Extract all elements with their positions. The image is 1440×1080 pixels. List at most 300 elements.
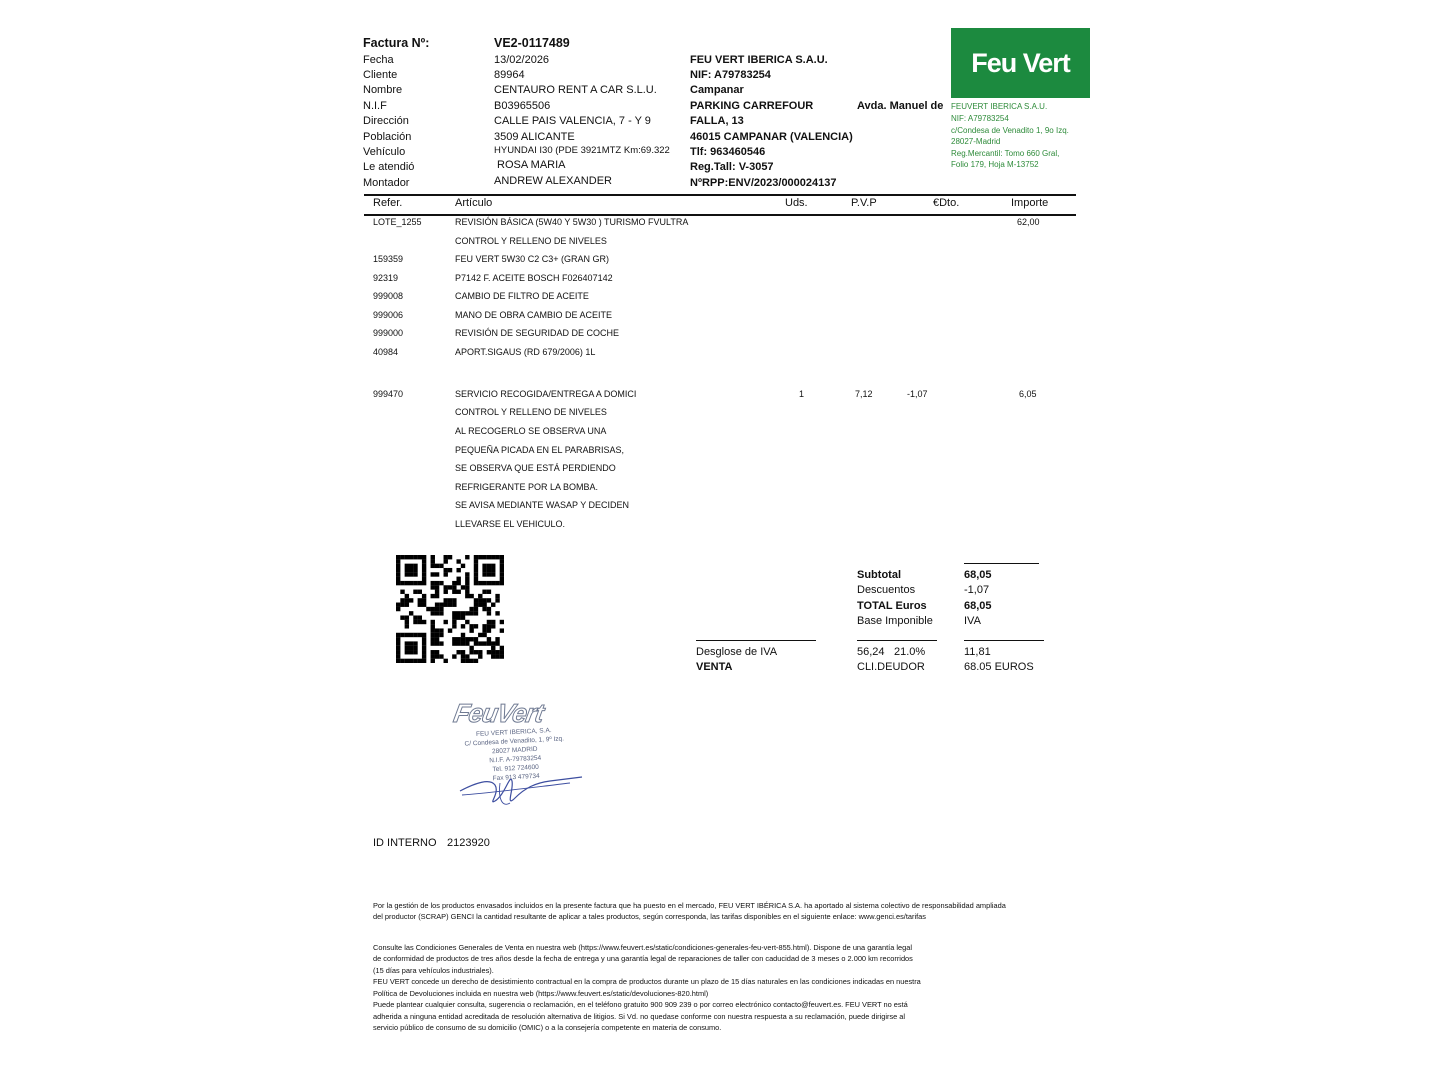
qr-module: [422, 603, 426, 607]
qr-module: [413, 572, 417, 576]
company-street: Avda. Manuel de: [857, 100, 944, 112]
qr-module: [474, 555, 478, 559]
qr-module: [456, 590, 460, 594]
row-amount: 62,00: [1017, 217, 1040, 227]
qr-module: [409, 564, 413, 568]
company-stamp: [450, 698, 590, 813]
qr-module: [405, 641, 409, 645]
qr-module: [405, 659, 409, 663]
qr-module: [405, 624, 409, 628]
qr-module: [456, 641, 460, 645]
field-label-town: Población: [363, 131, 412, 143]
qr-module: [413, 555, 417, 559]
table-top-rule: [364, 194, 1076, 196]
company-line: Tlf: 963460546: [690, 146, 766, 158]
qr-module: [500, 568, 504, 572]
qr-module: [461, 615, 465, 619]
qr-module: [491, 641, 495, 645]
row-amount: 6,05: [1019, 389, 1037, 399]
row-ref: 40984: [373, 347, 399, 357]
qr-module: [435, 628, 439, 632]
qr-module: [474, 564, 478, 568]
qr-module: [409, 598, 413, 602]
qr-module: [482, 607, 486, 611]
qr-module: [409, 659, 413, 663]
qr-module: [500, 559, 504, 563]
qr-module: [413, 659, 417, 663]
footer-line: Consulte las Condiciones Generales de Venta en nuestra web (https://www.feuvert.es/static/condiciones-generales-feu-vert-855.html). Dispone de una garantía legal: [373, 943, 912, 952]
qr-module: [465, 577, 469, 581]
qr-module: [491, 650, 495, 654]
qr-module: [500, 581, 504, 585]
qr-module: [495, 650, 499, 654]
qr-module: [418, 590, 422, 594]
qr-module: [422, 646, 426, 650]
field-value-date: 13/02/2026: [494, 54, 550, 66]
qr-module: [461, 585, 465, 589]
qr-module: [413, 641, 417, 645]
qr-module: [418, 598, 422, 602]
qr-module: [487, 620, 491, 624]
qr-module: [431, 637, 435, 641]
total-label: TOTAL Euros: [857, 600, 927, 612]
qr-module: [456, 650, 460, 654]
qr-module: [474, 607, 478, 611]
total-value: 68,05: [964, 600, 992, 612]
field-value-mechanic: ANDREW ALEXANDER: [494, 175, 612, 187]
qr-module: [487, 598, 491, 602]
row-ref: 999470: [373, 389, 404, 399]
qr-module: [431, 620, 435, 624]
qr-module: [439, 628, 443, 632]
field-value-address: CALLE PAIS VALENCIA, 7 - Y 9: [494, 115, 651, 127]
qr-module: [491, 568, 495, 572]
qr-module: [465, 659, 469, 663]
qr-module: [495, 637, 499, 641]
footer-line: Puede plantear cualquier consulta, sugerencia o reclamación, en el teléfono gratuito 900 909 239 o por correo electrónico contacto@feuvert.es. FEU VERT no está: [373, 1000, 908, 1009]
qr-module: [474, 624, 478, 628]
qr-module: [444, 603, 448, 607]
qr-module: [487, 611, 491, 615]
qr-module: [422, 564, 426, 568]
qr-module: [461, 641, 465, 645]
qr-module: [452, 615, 456, 619]
qr-module: [495, 555, 499, 559]
qr-module: [495, 581, 499, 585]
qr-module: [431, 555, 435, 559]
logo-address-line: 28027-Madrid: [951, 137, 1001, 146]
company-line: FEU VERT IBERICA S.A.U.: [690, 54, 828, 66]
qr-module: [422, 555, 426, 559]
qr-module: [465, 641, 469, 645]
qr-module: [396, 577, 400, 581]
stamp-line: N.I.F. A-79783254: [489, 754, 542, 765]
row-desc: P7142 F. ACEITE BOSCH F026407142: [455, 273, 613, 283]
qr-module: [469, 611, 473, 615]
qr-module: [487, 564, 491, 568]
qr-module: [500, 650, 504, 654]
qr-module: [495, 594, 499, 598]
qr-module: [478, 594, 482, 598]
row-desc: LLEVARSE EL VEHICULO.: [455, 519, 566, 529]
qr-module: [400, 603, 404, 607]
qr-module: [465, 555, 469, 559]
qr-module: [413, 564, 417, 568]
qr-module: [418, 581, 422, 585]
qr-module: [435, 581, 439, 585]
row-desc: CONTROL Y RELLENO DE NIVELES: [455, 407, 607, 417]
qr-module: [487, 555, 491, 559]
qr-module: [435, 585, 439, 589]
qr-module: [409, 581, 413, 585]
qr-module: [474, 603, 478, 607]
iva-base: 56,24: [857, 646, 885, 658]
qr-module: [431, 564, 435, 568]
row-ref: LOTE_1255: [373, 217, 422, 227]
qr-module: [439, 564, 443, 568]
field-value-client: 89964: [494, 69, 525, 81]
qr-code: [396, 555, 504, 663]
subtotal-value: 68,05: [964, 569, 992, 581]
qr-module: [431, 581, 435, 585]
qr-module: [487, 590, 491, 594]
qr-module: [469, 646, 473, 650]
iva-label: IVA: [964, 615, 981, 627]
qr-module: [435, 603, 439, 607]
qr-module: [431, 611, 435, 615]
row-desc: REVISIÓN BÁSICA (5W40 Y 5W30 ) TURISMO FVULTRA: [455, 217, 689, 227]
qr-module: [409, 572, 413, 576]
field-label-name: Nombre: [363, 84, 403, 96]
company-line: PARKING CARREFOUR: [690, 100, 814, 112]
qr-module: [478, 650, 482, 654]
row-ref: 999000: [373, 328, 404, 338]
qr-module: [431, 628, 435, 632]
qr-module: [431, 641, 435, 645]
qr-module: [461, 564, 465, 568]
qr-module: [474, 598, 478, 602]
qr-module: [452, 641, 456, 645]
logo-text: Feu Vert: [971, 47, 1070, 78]
row-desc: SERVICIO RECOGIDA/ENTREGA A DOMICI: [455, 389, 637, 399]
qr-module: [482, 581, 486, 585]
qr-module: [452, 585, 456, 589]
qr-module: [405, 646, 409, 650]
qr-module: [431, 607, 435, 611]
qr-module: [448, 628, 452, 632]
qr-module: [396, 659, 400, 663]
qr-module: [500, 628, 504, 632]
qr-module: [431, 594, 435, 598]
row-discount: -1,07: [907, 389, 928, 399]
qr-module: [469, 624, 473, 628]
qr-module: [500, 572, 504, 576]
footer-line: del productor (SCRAP) GENCI la cantidad resultante de aplicar a tales productos, según corresponda, las tarifas disponibles en el siguiente enlace: www.genci.es/tarifas: [373, 912, 926, 921]
qr-module: [409, 555, 413, 559]
field-value-town: 3509 ALICANTE: [494, 131, 575, 143]
row-desc: APORT.SIGAUS (RD 679/2006) 1L: [455, 347, 596, 357]
qr-module: [409, 646, 413, 650]
qr-module: [400, 555, 404, 559]
row-ref: 999008: [373, 291, 404, 301]
qr-module: [396, 555, 400, 559]
company-line: Reg.Tall: V-3057: [690, 161, 774, 173]
stamp-line: Fax 913 479734: [492, 772, 540, 783]
field-value-name: CENTAURO RENT A CAR S.L.U.: [494, 84, 657, 96]
qr-module: [491, 654, 495, 658]
field-label-client: Cliente: [363, 69, 398, 81]
qr-module: [426, 607, 430, 611]
qr-module: [456, 581, 460, 585]
row-pvp: 7,12: [855, 389, 873, 399]
qr-module: [418, 620, 422, 624]
qr-module: [431, 559, 435, 563]
qr-module: [500, 564, 504, 568]
stamp-line: FEU VERT IBERICA, S.A.: [475, 727, 552, 739]
qr-module: [435, 637, 439, 641]
col-header-ref: Refer.: [373, 197, 403, 209]
qr-module: [474, 568, 478, 572]
qr-module: [405, 594, 409, 598]
discounts-value: -1,07: [964, 584, 990, 596]
qr-module: [474, 659, 478, 663]
qr-module: [487, 581, 491, 585]
field-label-attended: Le atendió: [363, 161, 415, 173]
qr-module: [439, 603, 443, 607]
qr-module: [444, 659, 448, 663]
qr-module: [431, 659, 435, 663]
qr-module: [396, 564, 400, 568]
iva-rate: 21.0%: [894, 646, 926, 658]
qr-module: [500, 654, 504, 658]
internal-id-value: 2123920: [447, 837, 490, 849]
qr-module: [461, 624, 465, 628]
qr-module: [435, 641, 439, 645]
qr-module: [487, 607, 491, 611]
qr-module: [418, 603, 422, 607]
qr-module: [469, 594, 473, 598]
qr-module: [491, 555, 495, 559]
qr-module: [461, 637, 465, 641]
qr-module: [413, 650, 417, 654]
qr-module: [495, 598, 499, 602]
qr-module: [461, 633, 465, 637]
qr-module: [405, 620, 409, 624]
qr-module: [431, 633, 435, 637]
qr-module: [452, 620, 456, 624]
qr-module: [444, 590, 448, 594]
row-desc: REFRIGERANTE POR LA BOMBA.: [455, 482, 599, 492]
row-desc: FEU VERT 5W30 C2 C3+ (GRAN GR): [455, 254, 609, 264]
qr-module: [405, 598, 409, 602]
qr-module: [405, 581, 409, 585]
iva-amount: 11,81: [964, 646, 991, 658]
footer-line: FEU VERT concede un derecho de desistimiento contractual en la compra de productos durante un plazo de 15 días naturales en las condiciones indicadas en nuestra: [373, 977, 921, 986]
qr-module: [482, 564, 486, 568]
qr-module: [405, 564, 409, 568]
qr-module: [474, 577, 478, 581]
qr-module: [444, 568, 448, 572]
qr-module: [452, 611, 456, 615]
company-line: NºRPP:ENV/2023/000024137: [690, 177, 837, 189]
qr-module: [413, 615, 417, 619]
qr-module: [465, 654, 469, 658]
logo-address-line: Reg.Mercantil: Tomo 660 Gral,: [951, 149, 1060, 158]
qr-module: [469, 607, 473, 611]
qr-module: [405, 650, 409, 654]
stamp-line: 28027 MADRID: [491, 745, 538, 756]
qr-module: [478, 633, 482, 637]
qr-module: [500, 555, 504, 559]
qr-module: [409, 633, 413, 637]
qr-module: [405, 633, 409, 637]
footer-line: adherida a ninguna entidad acreditada de resolución alternativa de litigios. Si Vd. no quedase conforme con nuestra respuesta a su reclamación, puede dirigirse al: [373, 1012, 906, 1021]
qr-module: [422, 620, 426, 624]
qr-module: [456, 559, 460, 563]
iva-rule: [857, 640, 937, 641]
totals-rule: [964, 563, 1039, 564]
qr-module: [478, 603, 482, 607]
qr-module: [482, 641, 486, 645]
qr-module: [452, 590, 456, 594]
qr-module: [491, 564, 495, 568]
qr-module: [396, 603, 400, 607]
qr-module: [456, 615, 460, 619]
field-value-nif: B03965506: [494, 100, 551, 112]
qr-module: [435, 572, 439, 576]
qr-module: [400, 581, 404, 585]
qr-module: [448, 555, 452, 559]
row-desc: SE OBSERVA QUE ESTÁ PERDIENDO: [455, 463, 616, 473]
qr-module: [413, 646, 417, 650]
qr-module: [418, 555, 422, 559]
qr-module: [478, 641, 482, 645]
qr-module: [413, 590, 417, 594]
qr-module: [487, 637, 491, 641]
qr-module: [413, 568, 417, 572]
qr-module: [400, 633, 404, 637]
qr-module: [448, 568, 452, 572]
qr-module: [448, 598, 452, 602]
qr-module: [456, 637, 460, 641]
qr-module: [474, 650, 478, 654]
qr-module: [495, 654, 499, 658]
qr-module: [500, 646, 504, 650]
qr-module: [474, 581, 478, 585]
qr-module: [452, 637, 456, 641]
company-line: FALLA, 13: [690, 115, 744, 127]
table-header-rule: [364, 214, 1076, 216]
qr-module: [444, 572, 448, 576]
qr-module: [456, 568, 460, 572]
qr-module: [418, 659, 422, 663]
field-label-nif: N.I.F: [363, 100, 387, 112]
qr-module: [474, 641, 478, 645]
qr-module: [400, 598, 404, 602]
qr-module: [431, 572, 435, 576]
qr-module: [405, 555, 409, 559]
qr-module: [465, 585, 469, 589]
qr-module: [461, 654, 465, 658]
qr-module: [439, 611, 443, 615]
qr-module: [478, 581, 482, 585]
qr-module: [409, 568, 413, 572]
qr-module: [396, 637, 400, 641]
logo-address-line: FEUVERT IBERICA S.A.U.: [951, 102, 1048, 111]
row-ref: 159359: [373, 254, 404, 264]
footer-line: Por la gestión de los productos envasados incluidos en la presente factura que ha puesto en el mercado, FEU VERT IBÉRICA S.A. ha aportado al sistema colectivo de responsabilidad ampliada: [373, 901, 1006, 910]
qr-module: [482, 590, 486, 594]
qr-module: [418, 615, 422, 619]
row-ref: 999006: [373, 310, 404, 320]
qr-module: [413, 633, 417, 637]
qr-module: [491, 624, 495, 628]
qr-module: [396, 568, 400, 572]
qr-module: [439, 654, 443, 658]
qr-module: [409, 611, 413, 615]
qr-module: [435, 594, 439, 598]
qr-module: [452, 581, 456, 585]
qr-module: [482, 633, 486, 637]
qr-module: [465, 594, 469, 598]
qr-module: [491, 620, 495, 624]
qr-module: [439, 607, 443, 611]
qr-module: [482, 628, 486, 632]
qr-module: [491, 603, 495, 607]
qr-module: [465, 572, 469, 576]
client-debtor-label: CLI.DEUDOR: [857, 661, 925, 673]
qr-module: [396, 572, 400, 576]
logo-address-line: c/Condesa de Venadito 1, 9o Izq.: [951, 126, 1069, 135]
qr-module: [478, 654, 482, 658]
subtotal-label: Subtotal: [857, 569, 901, 581]
qr-module: [452, 598, 456, 602]
qr-module: [400, 615, 404, 619]
iva-rule: [964, 640, 1044, 641]
qr-module: [474, 637, 478, 641]
iva-rule: [696, 640, 816, 641]
qr-module: [413, 581, 417, 585]
qr-module: [413, 620, 417, 624]
col-header-amount: Importe: [1011, 197, 1049, 209]
row-desc: REVISIÓN DE SEGURIDAD DE COCHE: [455, 328, 620, 338]
company-line: 46015 CAMPANAR (VALENCIA): [690, 131, 853, 143]
field-value-vehicle: HYUNDAI I30 (PDE 3921MTZ Km:69.322: [494, 145, 670, 156]
qr-module: [461, 659, 465, 663]
qr-module: [409, 650, 413, 654]
qr-module: [491, 572, 495, 576]
qr-module: [495, 641, 499, 645]
qr-module: [400, 590, 404, 594]
qr-module: [482, 624, 486, 628]
qr-module: [461, 650, 465, 654]
base-label: Base Imponible: [857, 615, 933, 627]
client-debtor-amount: 68.05 EUROS: [964, 661, 1034, 673]
qr-module: [405, 572, 409, 576]
qr-module: [435, 650, 439, 654]
qr-module: [487, 624, 491, 628]
field-label-mechanic: Montador: [363, 177, 410, 189]
qr-module: [465, 590, 469, 594]
footer-line: Política de Devoluciones incluida en nuestra web (https://www.feuvert.es/static/devoluciones-820.html): [373, 989, 709, 998]
qr-module: [487, 572, 491, 576]
col-header-discount: €Dto.: [933, 197, 960, 209]
qr-module: [448, 585, 452, 589]
qr-module: [491, 581, 495, 585]
sale-label: VENTA: [696, 661, 733, 673]
qr-module: [396, 646, 400, 650]
qr-module: [422, 572, 426, 576]
